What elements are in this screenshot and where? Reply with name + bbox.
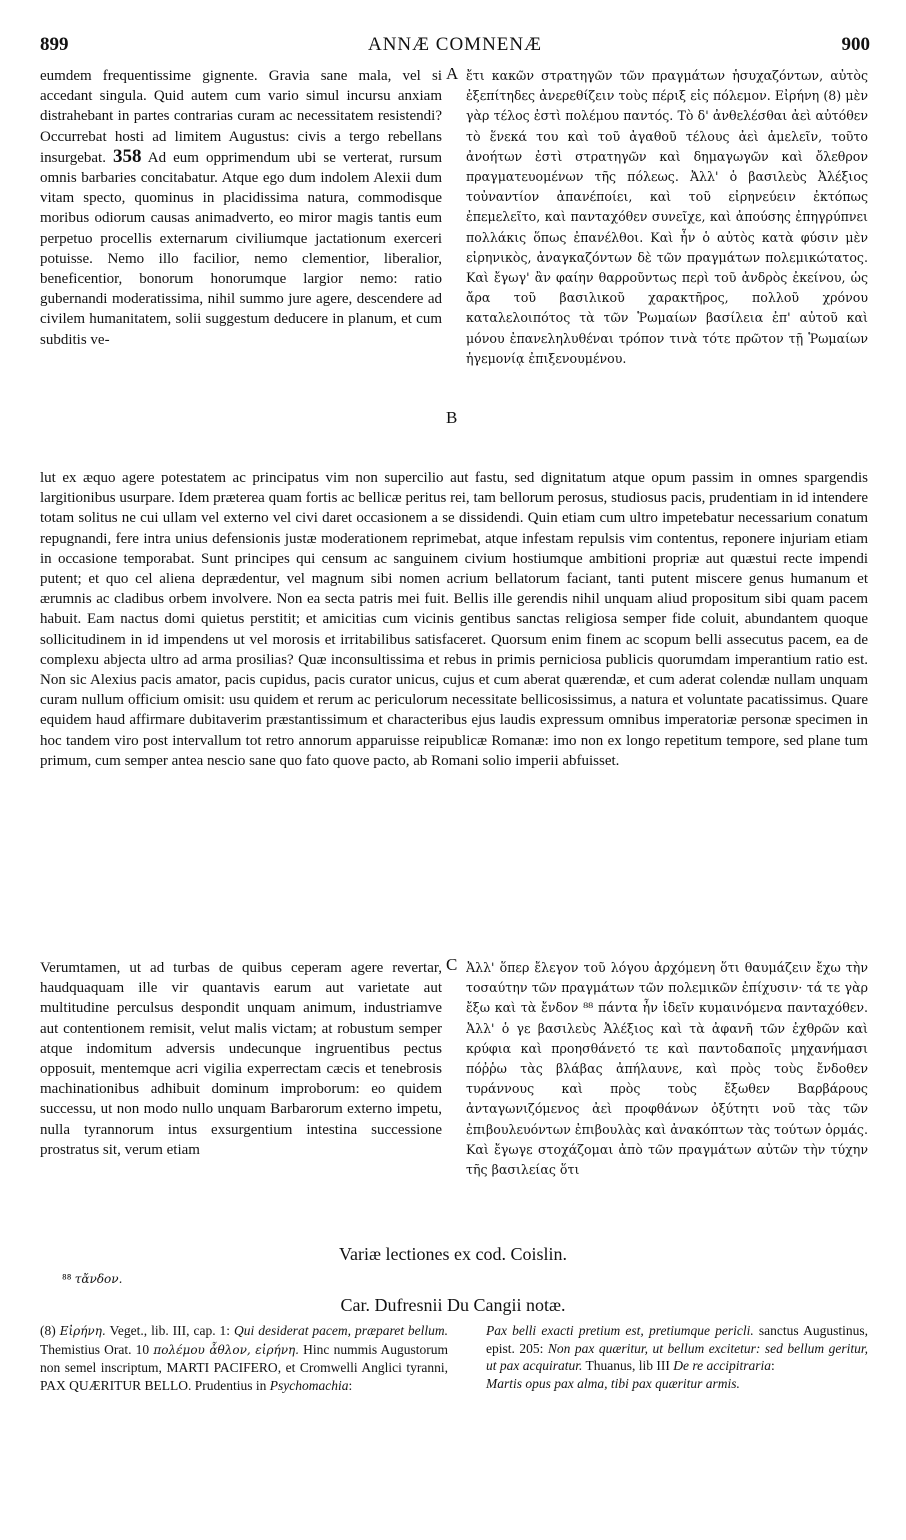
running-header: [40, 34, 870, 60]
variant-note-number: ⁸⁸: [62, 1271, 72, 1286]
margin-marker-c: C: [446, 955, 458, 974]
running-title: ANNÆ COMNENÆ: [367, 34, 543, 55]
ducange-notes-heading: Car. Dufresnii Du Cangii notæ.: [340, 1295, 566, 1315]
note-inscription: PAX QUÆRITUR BELLO: [40, 1377, 189, 1393]
note-right: [486, 1322, 868, 1392]
note-text: Themistius Orat. 10: [40, 1341, 154, 1357]
note-text: . Prudentius in: [188, 1377, 270, 1393]
note-quote: Qui desiderat pacem, præparet bellum.: [234, 1323, 449, 1338]
note-left: [40, 1322, 448, 1394]
note-text: Veget., lib. III, cap. 1:: [109, 1323, 234, 1338]
note-title: De re accipitraria: [673, 1358, 771, 1373]
note-lemma: Εἰρήνη.: [59, 1324, 106, 1338]
note-text: , et Cromwelli Anglici tyranni,: [277, 1360, 449, 1375]
note-text: sanctus Augustinus, epist. 205:: [486, 1323, 868, 1356]
variant-note-text: τἄνδον.: [74, 1272, 123, 1286]
right-page-number: 900: [841, 34, 870, 55]
latin-full-paragraph: lut ex æquo agere potestatem ac principatus vim non supercilio aut fastu, sed dignitatum atque opum passim in omnes spargendis largitionibus usurpare. Idem præterea quam fortis ac bellicæ peritus rei, tam bellorum perosus, studiosus pacis, prudentiam in id intendere totam solitus ne cui ullam vel externo vel civi daret occasionem a se dissidendi. Quin etiam cum ultro impetebatur necessarium conatum repugnandi, fere intra unius defensionis justæ moderationem reprimebat, atque infestam repulsis vim contentus, reponere injuriam etiam in occasione temporabat. Sunt principes qui censum ac sanguinem civium hostiumque ambitioni propriæ aut quæstui recte impendi putent; et quo cel aliena deprædentur, vel magnum sibi nomen acrium bellatorum faciant, tanti putent miscere genus humanum et ærumnis ac cladibus orbem involvere. Non ea secta patris mei fuit. Bellis ille gerendis nihil unquam aliud propositum sibi quam pacem habuit. Eam nactus domi quietus perstitit; et amicitias cum vicinis gentibus sanctas religiosa semper fide coluit, abundantem quoque sollicitudinem in id impendens ut vel morosis et irritabilibus satisfaceret. Quorsum enim finem ac scopum belli assecutus pacem, ea de complexu abjecta ultro ad arma prosilias? Quæ inconsultissima et rebus in primis perniciosa publicis quorumdam imperantium ratio est. Non sic Alexius pacis amator, pacis cupidus, pacis curator unicus, cujus et cum aberat quærendæ, et cum aderat colendæ nullam unquam curam nullum officium omisit: usu quidem et rerum ac periculorum necessitate bellicosissimus, a natura et voluntate pacatissimus. Quare equidem haud affirmare dubitaverim præstantissimum et characteribus ejus laudis expressum omnibus imperatoriæ personæ specimen in hoc tandem viro post intervallum tot retro annorum apparuisse reipublicæ Romanæ: imo non ex longo repetitum tempore, sed plane tum primum, cum semper antea nescio sane quo fato quove pacto, ab Romani solio imperii abfuisset.: [40, 470, 868, 769]
latin-column-a: [40, 66, 442, 464]
note-text: :: [348, 1377, 353, 1393]
note-text: :: [770, 1358, 775, 1373]
note-verse: Martis opus pax alma, tibi pax quæritur armis.: [486, 1375, 740, 1391]
latin-text-a1: eumdem frequentissime gignente. Gravia sane mala, vel si accedant singula. Quid autem cum vario simul incursu anxiam distrahebant in partes contrarias curam ac necessitatem resistendi? Occurrebat hosti ad limitem Augustus: civis a tergo rebellans insurgebat.: [40, 68, 442, 166]
variae-lectiones-heading: Variæ lectiones ex cod. Coislin.: [339, 1244, 567, 1264]
latin-column-c: Verumtamen, ut ad turbas de quibus ceperam agere revertar, haudquaquam ille vir quantavis earum aut varietate aut multitudine perculsus despondit unquam animum, industriamve aut contentionem remisit, velut malis victam; at robustum semper atque indomitum adversis undecunque ingruentibus pectus opposuit, mentemque acri vigilia experrectam cæcis et tenebrosis machinationibus adhibuit dominum improborum: eo quidem successu, ut non modo nullo unquam Barbarorum externo impetu, nulla tyrannorum intus exsurgentium intestina successione prostratus sit, verum etiam: [40, 960, 442, 1158]
margin-marker-a: A: [446, 64, 459, 83]
greek-column-c: Ἀλλ' ὅπερ ἔλεγον τοῦ λόγου ἀρχόμενη ὅτι θαυμάζειν ἔχω τὴν τοσαύτην τῶν πραγμάτων τῶν πολεμικῶν ἐπίχυσιν· τά τε γὰρ ἔξω καὶ τὰ ἔνδον ⁸⁸ πάντα ἦν ἰδεῖν κυμαινόμενα πανταχόθεν. Ἀλλ' ὁ γε βασιλεὺς Ἀλέξιος καὶ τὰ ἀφανῆ τῶν ἐχθρῶν καὶ κρύφια καὶ προησθάνετό τε καὶ παντοδαποῖς μηχανήμασι πόῤῥω τὰς βλάβας ἀπήλαυνε, καὶ πρὸς τοὺς ἔνδοθεν τυράννους καὶ πρὸς τοὺς ἔξωθεν Βαρβάρους ἀνταγωνιζόμενος ἀεὶ προφθάνων ὀξύτητι νοῦ τὰς τῶν ἐπιβουλευόντων ἐπιβουλὰς καὶ ἀνακόπτων τὰς τούτων ὁρμάς. Καὶ ἔγωγε στοχάζομαι ἀπὸ τῶν πραγμάτων αὐτῶν τὴν τύχην τῆς βασιλείας ὅτι: [466, 960, 868, 1178]
latin-text-a2: Ad eum opprimendum ubi se verterat, rursum omnis barbaries concitabatur. Atque ego dum indolem Alexii dum vitam specto, quominus in placidissima natura, commodisque moribus odiorum causas animadverto, eo miror magis tantis eum perpetuo procellis externarum civiliumque jactationum exerceri potuisse. Nemo illo facilior, nemo clementior, liberalior, beneficentior, bonorum honorumque largior nemo: ratio gubernandi moderatissima, nihil summo jure agere, descendere ad civilem humanitatem, solii suggestum deducere in planum, et cum subditis ve-: [40, 149, 442, 348]
margin-marker-b: B: [446, 408, 458, 427]
note-verse: Pax belli exacti pretium est, pretiumque pericli.: [486, 1323, 754, 1338]
greek-column-a: ἔτι κακῶν στρατηγῶν τῶν πραγμάτων ἡσυχαζόντων, αὐτὸς ἐξεπίτηδες ἀνερεθίζειν τοὺς πέριξ εἰς πόλεμον. Εἰρήνη (8) μὲν γὰρ τέλος ἐστὶ πολέμου παντός. Τὸ δ' ἀνθελέσθαι ἀεὶ αὐτόθεν τὸ ἕνεκά του καὶ τοῦ ἀγαθοῦ τέλους ἀεὶ ἀμελεῖν, τοῦτο ἀνοήτων ἐστὶ στρατηγῶν καὶ δημαγωγῶν καὶ ὄλεθρον πραγματευομένων τῆς πόλεως. Ἀλλ' ὁ βασιλεὺς Ἀλέξιος τοὐναντίον ἀπανέποίει, καὶ τοῦ εἰρηνεύειν ἐκτόπως ἐπεμελεῖτο, καὶ πανταχόθεν συνεῖχε, καὶ ἀπούσης ἐπηγρύπνει πολλάκις ὅπως ἐπανέλθοι. Καὶ ἦν ὁ αὐτὸς κατὰ φύσιν μὲν εἰρηνικὸς, ἀναγκαζόντων δὲ τῶν πραγμάτων πολεμικώτατος. Καὶ ἔγωγ' ἂν φαίην θαρροῦντως περὶ τοῦ ἀνδρὸς ἐκείνου, ὡς ἄρα τοῦ βασιλικοῦ χαρακτῆρος, πολλοῦ χρόνου καταλελοιπότος τὰ τῶν Ῥωμαίων βασίλεια ἐπ' αὐτοῦ καὶ μόνου ἐπανεληλυθέναι τρόπον τινὰ τότε πρῶτον τῇ Ῥωμαίων ἡγεμονίᾳ ἐπιξενουμένου.: [466, 68, 868, 366]
note-inscription: MARTI PACIFERO: [166, 1360, 278, 1375]
variant-note: [62, 1270, 362, 1289]
note-text: Thuanus, lib III: [582, 1358, 674, 1373]
note-text: Hinc nummis Augustorum non semel inscriptum,: [40, 1341, 448, 1375]
page-reference-number: 358: [113, 145, 142, 167]
note-title: Psychomachia: [269, 1377, 349, 1393]
note-number: (8): [40, 1323, 56, 1338]
note-greek: πολέμου ἆθλον, εἰρήνη.: [153, 1342, 299, 1357]
left-page-number: 899: [40, 34, 69, 55]
note-quote: Non pax quæritur, ut bellum excitetur: sed bellum geritur, ut pax acquiratur.: [486, 1340, 869, 1373]
